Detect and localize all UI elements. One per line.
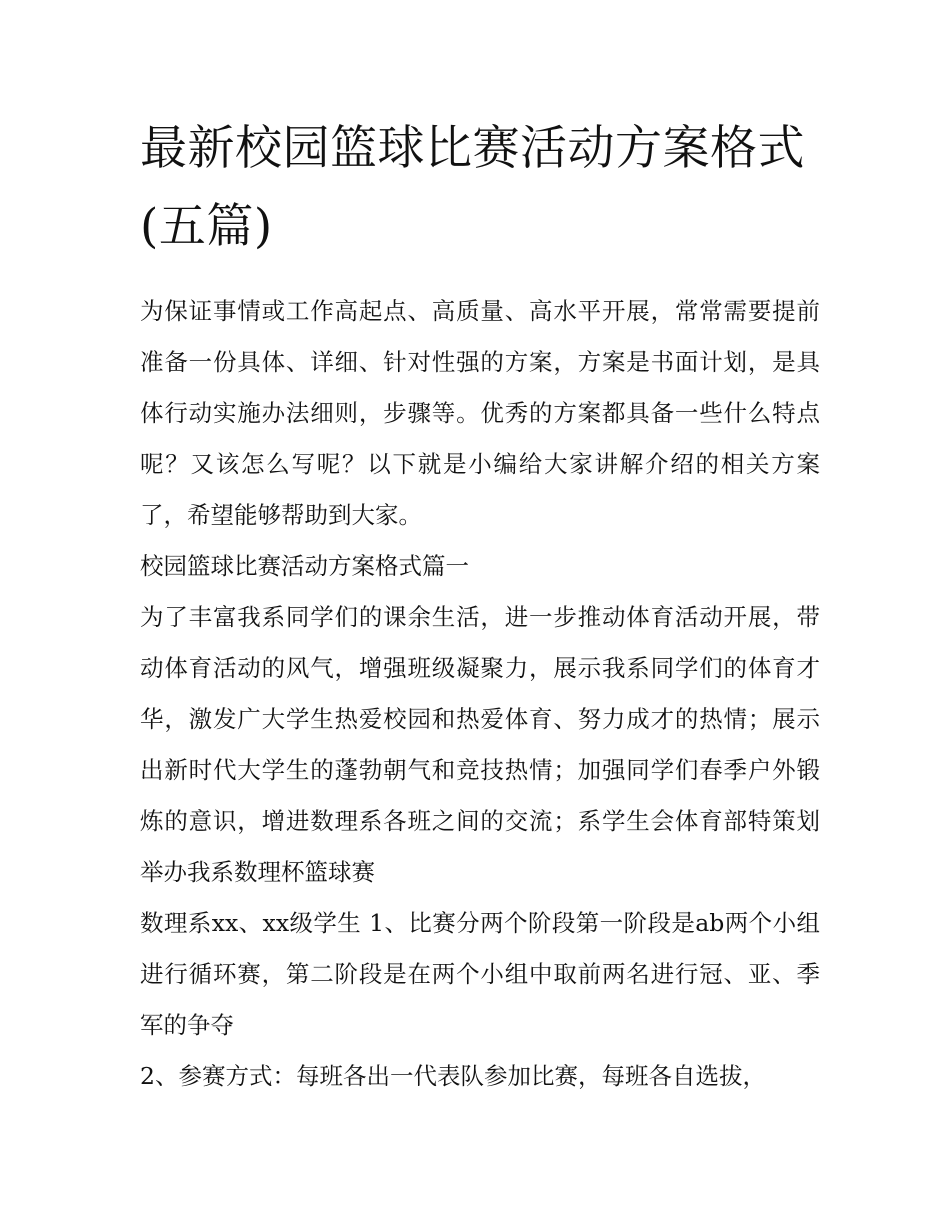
document-page xyxy=(140,110,820,1102)
section-heading: 校园篮球比赛活动方案格式篇一 xyxy=(140,552,469,580)
document-title: 最新校园篮球比赛活动方案格式(五篇) xyxy=(140,121,805,254)
section-paragraph-participation: 2、参赛方式：每班各出一代表队参加比赛，每班各自选拔， xyxy=(140,1062,766,1090)
section-paragraph-format: 数理系xx、xx级学生 1、比赛分两个阶段第一阶段是ab两个小组进行循环赛，第二阶段是在两个小组中取前两名进行冠、亚、季军的争夺 xyxy=(140,909,820,1039)
section-paragraph-purpose: 为了丰富我系同学们的课余生活，进一步推动体育活动开展，带动体育活动的风气，增强班级凝聚力，展示我系同学们的体育才华，激发广大学生热爱校园和热爱体育、努力成才的热情；展示出新时代大学生的蓬勃朝气和竞技热情；加强同学们春季户外锻炼的意识，增进数理系各班之间的交流；系学生会体育部特策划举办我系数理杯篮球赛 xyxy=(140,603,820,886)
intro-paragraph: 为保证事情或工作高起点、高质量、高水平开展，常常需要提前准备一份具体、详细、针对性强的方案，方案是书面计划，是具体行动实施办法细则，步骤等。优秀的方案都具备一些什么特点呢？又该怎么写呢？以下就是小编给大家讲解介绍的相关方案了，希望能够帮助到大家。 xyxy=(140,297,820,529)
